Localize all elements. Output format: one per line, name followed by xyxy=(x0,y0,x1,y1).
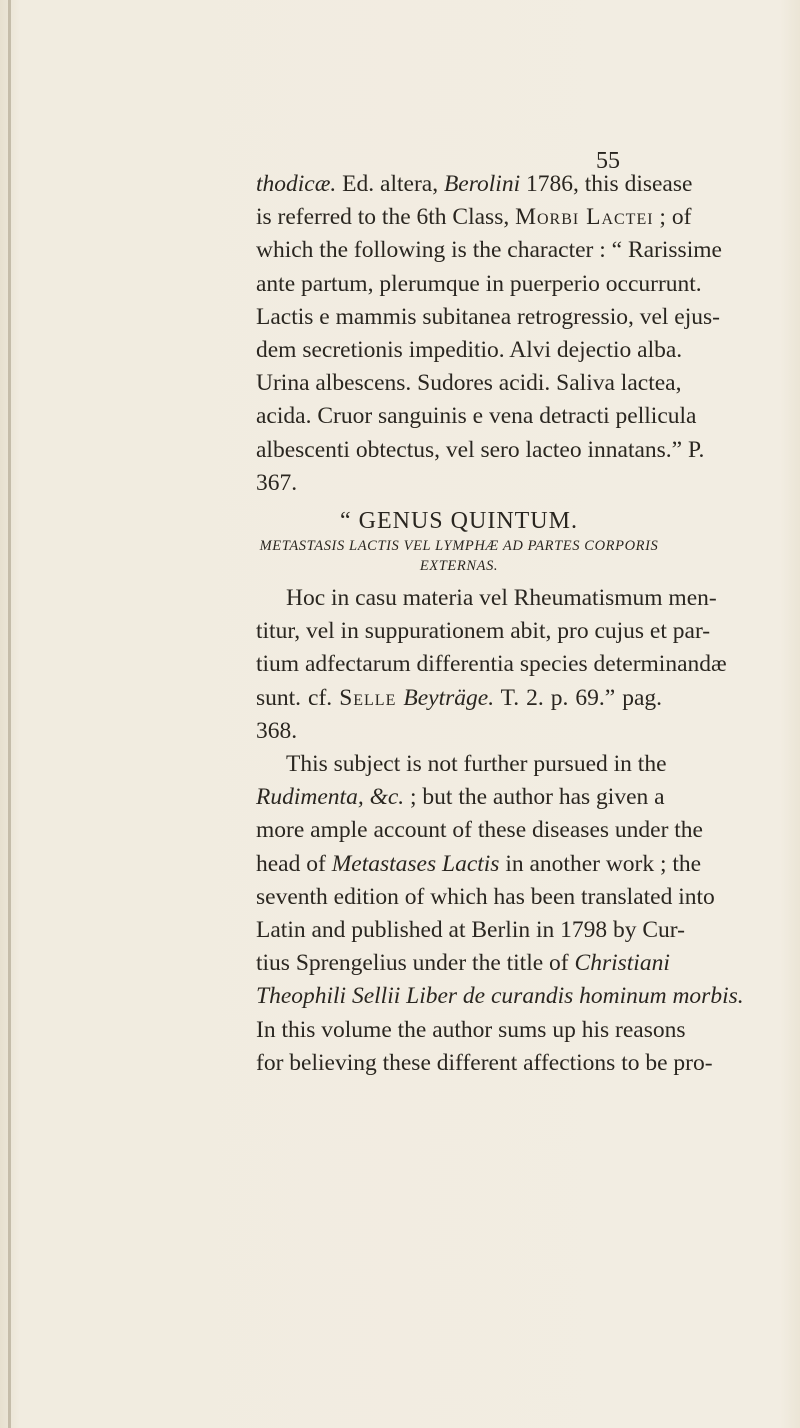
text-line: Rudimenta, &c. ; but the author has given a xyxy=(256,784,665,811)
text-line: for believing these different affections to be pro- xyxy=(256,1049,713,1076)
text-line: is referred to the 6th Class, Morbi Lactei ; of xyxy=(256,204,692,231)
text-line: Theophili Sellii Liber de curandis hominum morbis. xyxy=(256,983,744,1010)
text-line: Lactis e mammis subitanea retrogressio, vel ejus- xyxy=(256,303,720,330)
text-line: seventh edition of which has been translated into xyxy=(256,883,715,910)
text-line: head of Metastases Lactis in another work ; the xyxy=(256,850,702,877)
text-line: albescenti obtectus, vel sero lacteo innatans.” P. xyxy=(256,436,705,463)
text-line: This subject is not further pursued in the xyxy=(286,751,667,778)
text-line: sunt. cf. Selle Beyträge. T. 2. p. 69.” pag. xyxy=(256,684,663,711)
page-number: 55 xyxy=(596,148,620,174)
text-line: titur, vel in suppurationem abit, pro cujus et par- xyxy=(256,618,711,645)
text-line: 367. xyxy=(256,469,298,496)
body-text xyxy=(256,168,744,1080)
text-line: thodicæ. Ed. altera, Berolini 1786, this disease xyxy=(256,171,693,197)
page-fold-shadow xyxy=(8,0,11,1428)
text-line: 368. xyxy=(256,717,298,744)
section-heading: “ GENUS QUINTUM. xyxy=(340,508,578,535)
text-line: Latin and published at Berlin in 1798 by Cur- xyxy=(256,917,685,944)
text-line: which the following is the character : “ Rarissime xyxy=(256,237,722,264)
text-line: more ample account of these diseases under the xyxy=(256,817,703,844)
text-line: Hoc in casu materia vel Rheumatismum men- xyxy=(286,585,717,612)
text-line: acida. Cruor sanguinis e vena detracti pellicula xyxy=(256,403,697,430)
section-subheading: EXTERNAS. xyxy=(419,558,499,575)
text-line: tius Sprengelius under the title of Christiani xyxy=(256,950,670,977)
text-line: tium adfectarum differentia species determinandæ xyxy=(256,651,727,678)
text-line: Urina albescens. Sudores acidi. Saliva lactea, xyxy=(256,370,682,397)
text-line: ante partum, plerumque in puerperio occurrunt. xyxy=(256,270,702,297)
text-line: In this volume the author sums up his reasons xyxy=(256,1016,686,1043)
section-subheading: METASTASIS LACTIS VEL LYMPHÆ AD PARTES CORPORIS xyxy=(259,538,659,555)
text-line: dem secretionis impeditio. Alvi dejectio alba. xyxy=(256,337,683,364)
